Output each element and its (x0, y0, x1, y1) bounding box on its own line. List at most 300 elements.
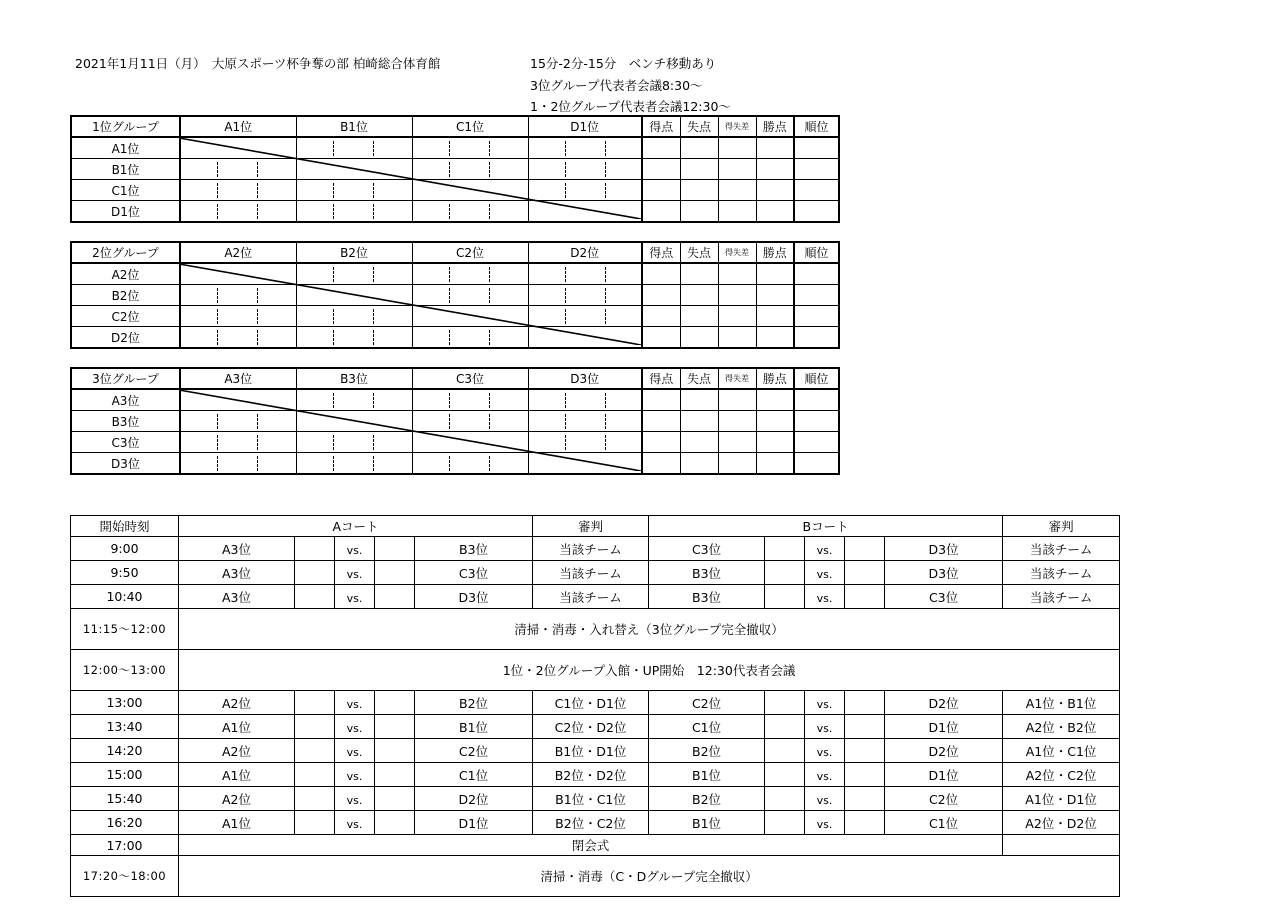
schedule-row (71, 561, 1120, 585)
cell-divider (565, 267, 566, 282)
wins-cell (756, 327, 794, 349)
start-time: 9:50 (71, 561, 179, 585)
group-row-team: C3位 (71, 432, 180, 453)
wins-cell (756, 306, 794, 327)
court-b-referee: A1位・D1位 (1003, 787, 1120, 811)
score-box (765, 585, 805, 609)
diff-cell (718, 453, 756, 475)
result-cell (412, 453, 528, 475)
result-cell (296, 180, 412, 201)
cell-divider (257, 183, 258, 198)
vs-label: vs. (805, 537, 845, 561)
diff-cell (718, 263, 756, 285)
col-score: 得点 (642, 116, 680, 137)
result-cell (412, 285, 528, 306)
court-b-referee: A1位・B1位 (1003, 691, 1120, 715)
court-b-referee: A2位・C2位 (1003, 763, 1120, 787)
cell-divider (449, 141, 450, 156)
group-row-team: A3位 (71, 389, 180, 411)
header-court-a: Aコート (179, 516, 533, 537)
schedule-note: 1位・2位グループ入館・UP開始 12:30代表者会議 (179, 650, 1120, 691)
cell-divider (489, 456, 490, 471)
rank-cell (794, 137, 839, 159)
score-box (845, 739, 885, 763)
group-row-team: B2位 (71, 285, 180, 306)
court-b-team-2: C2位 (885, 787, 1003, 811)
rank-cell (794, 159, 839, 180)
result-cell (180, 201, 296, 223)
cell-divider (373, 330, 374, 345)
start-time: 12:00～13:00 (71, 650, 179, 691)
lost-cell (680, 285, 718, 306)
header-line1-left: 2021年1月11日（月） 大原スポーツ杯争奪の部 柏崎総合体育館 (75, 56, 441, 71)
score-box (845, 585, 885, 609)
cell-divider (217, 330, 218, 345)
score-box (845, 787, 885, 811)
rank-cell (794, 453, 839, 475)
score-box (765, 763, 805, 787)
result-cell (412, 411, 528, 432)
start-time: 9:00 (71, 537, 179, 561)
score-cell (642, 389, 680, 411)
score-box (845, 811, 885, 835)
group-col-team: B2位 (296, 242, 412, 263)
header-referee-a: 審判 (533, 516, 649, 537)
cell-divider (605, 435, 606, 450)
wins-cell (756, 432, 794, 453)
vs-label: vs. (335, 691, 375, 715)
cell-divider (489, 162, 490, 177)
cell-divider (605, 141, 606, 156)
cell-divider (257, 435, 258, 450)
court-b-team-1: B1位 (649, 763, 765, 787)
score-box (765, 811, 805, 835)
group-table-2 (70, 241, 838, 348)
score-box (295, 537, 335, 561)
court-b-team-2: D3位 (885, 561, 1003, 585)
score-box (845, 537, 885, 561)
score-cell (642, 159, 680, 180)
cell-divider (333, 456, 334, 471)
score-box (765, 715, 805, 739)
score-box (295, 691, 335, 715)
score-box (375, 763, 415, 787)
schedule-row (71, 856, 1120, 897)
match-schedule (70, 515, 1109, 897)
cell-divider (449, 330, 450, 345)
court-a-team-1: A3位 (179, 537, 295, 561)
score-box (845, 715, 885, 739)
result-cell (412, 327, 528, 349)
wins-cell (756, 180, 794, 201)
cell-divider (605, 393, 606, 408)
cell-divider (449, 288, 450, 303)
cell-divider (217, 435, 218, 450)
wins-cell (756, 453, 794, 475)
result-cell (528, 389, 642, 411)
group-col-team: D2位 (528, 242, 642, 263)
schedule-row (71, 835, 1120, 856)
cell-divider (449, 204, 450, 219)
result-cell (296, 263, 412, 285)
lost-cell (680, 411, 718, 432)
rank-cell (794, 201, 839, 223)
cell-divider (605, 414, 606, 429)
court-a-team-2: C2位 (415, 739, 533, 763)
lost-cell (680, 389, 718, 411)
cell-divider (217, 456, 218, 471)
group-table-3 (70, 367, 838, 474)
schedule-row (71, 763, 1120, 787)
group-title: 2位グループ (71, 242, 180, 263)
header-line1-right: 15分-2分-15分 ベンチ移動あり (530, 56, 717, 71)
group-col-team: B3位 (296, 368, 412, 389)
lost-cell (680, 327, 718, 349)
court-a-referee: B2位・C2位 (533, 811, 649, 835)
group-row-team: D1位 (71, 201, 180, 223)
result-cell (528, 180, 642, 201)
court-a-referee: B1位・C1位 (533, 787, 649, 811)
result-cell (528, 137, 642, 159)
start-time: 10:40 (71, 585, 179, 609)
result-cell (180, 306, 296, 327)
score-box (375, 715, 415, 739)
cell-divider (257, 456, 258, 471)
score-cell (642, 263, 680, 285)
schedule-row (71, 585, 1120, 609)
cell-divider (257, 162, 258, 177)
score-cell (642, 201, 680, 223)
col-diff: 得失差 (718, 368, 756, 389)
wins-cell (756, 285, 794, 306)
result-cell (180, 453, 296, 475)
cell-divider (217, 288, 218, 303)
court-a-referee: C2位・D2位 (533, 715, 649, 739)
score-box (295, 561, 335, 585)
schedule-row (71, 739, 1120, 763)
vs-label: vs. (335, 537, 375, 561)
start-time: 11:15～12:00 (71, 609, 179, 650)
lost-cell (680, 306, 718, 327)
score-box (765, 787, 805, 811)
diff-cell (718, 432, 756, 453)
score-box (295, 585, 335, 609)
rank-cell (794, 389, 839, 411)
group-col-team: D3位 (528, 368, 642, 389)
cell-divider (565, 162, 566, 177)
schedule-row (71, 609, 1120, 650)
court-a-team-2: B2位 (415, 691, 533, 715)
score-box (375, 561, 415, 585)
score-cell (642, 432, 680, 453)
vs-label: vs. (805, 811, 845, 835)
cell-divider (333, 183, 334, 198)
score-box (375, 739, 415, 763)
cell-divider (605, 183, 606, 198)
score-cell (642, 285, 680, 306)
lost-cell (680, 159, 718, 180)
score-cell (642, 306, 680, 327)
cell-divider (373, 435, 374, 450)
cell-divider (257, 414, 258, 429)
result-cell (528, 327, 642, 349)
result-cell (180, 180, 296, 201)
vs-label: vs. (805, 585, 845, 609)
score-cell (642, 327, 680, 349)
vs-label: vs. (805, 787, 845, 811)
result-cell (528, 159, 642, 180)
diff-cell (718, 389, 756, 411)
cell-divider (489, 204, 490, 219)
vs-label: vs. (805, 561, 845, 585)
col-wins: 勝点 (756, 116, 794, 137)
col-rank: 順位 (794, 242, 839, 263)
cell-divider (333, 330, 334, 345)
col-lost: 失点 (680, 116, 718, 137)
score-box (375, 787, 415, 811)
score-box (375, 691, 415, 715)
vs-label: vs. (335, 561, 375, 585)
court-b-referee: 当該チーム (1003, 585, 1120, 609)
cell-divider (333, 267, 334, 282)
col-diff: 得失差 (718, 242, 756, 263)
group-col-team: B1位 (296, 116, 412, 137)
header-line2: 3位グループ代表者会議8:30～ (530, 78, 703, 93)
cell-divider (449, 162, 450, 177)
court-b-team-1: B2位 (649, 787, 765, 811)
rank-cell (794, 432, 839, 453)
group-col-team: A1位 (180, 116, 296, 137)
cell-divider (333, 309, 334, 324)
result-cell (296, 137, 412, 159)
group-col-team: C2位 (412, 242, 528, 263)
result-cell (296, 389, 412, 411)
result-cell (180, 137, 296, 159)
court-a-team-2: C1位 (415, 763, 533, 787)
cell-divider (257, 330, 258, 345)
rank-cell (794, 180, 839, 201)
cell-divider (257, 204, 258, 219)
court-a-team-2: D3位 (415, 585, 533, 609)
court-b-team-2: D2位 (885, 739, 1003, 763)
vs-label: vs. (335, 811, 375, 835)
court-b-team-1: B1位 (649, 811, 765, 835)
cell-divider (373, 141, 374, 156)
result-cell (528, 201, 642, 223)
col-wins: 勝点 (756, 368, 794, 389)
schedule-row (71, 650, 1120, 691)
score-cell (642, 180, 680, 201)
group-col-team: C1位 (412, 116, 528, 137)
result-cell (412, 432, 528, 453)
cell-divider (257, 309, 258, 324)
result-cell (412, 389, 528, 411)
schedule-row (71, 787, 1120, 811)
cell-divider (333, 204, 334, 219)
score-box (295, 715, 335, 739)
court-a-referee: B1位・D1位 (533, 739, 649, 763)
court-b-team-1: B3位 (649, 585, 765, 609)
result-cell (412, 201, 528, 223)
diff-cell (718, 137, 756, 159)
result-cell (412, 137, 528, 159)
score-box (845, 691, 885, 715)
header-referee-b: 審判 (1003, 516, 1120, 537)
group-row-team: C2位 (71, 306, 180, 327)
start-time: 17:00 (71, 835, 179, 856)
vs-label: vs. (335, 715, 375, 739)
result-cell (296, 285, 412, 306)
cell-divider (449, 267, 450, 282)
wins-cell (756, 137, 794, 159)
cell-divider (489, 414, 490, 429)
court-b-team-2: D1位 (885, 763, 1003, 787)
score-cell (642, 453, 680, 475)
wins-cell (756, 389, 794, 411)
cell-divider (333, 393, 334, 408)
court-a-team-1: A2位 (179, 739, 295, 763)
score-box (295, 811, 335, 835)
result-cell (528, 306, 642, 327)
cell-divider (489, 288, 490, 303)
schedule-note: 清掃・消毒・入れ替え（3位グループ完全撤収） (179, 609, 1120, 650)
result-cell (412, 180, 528, 201)
score-box (375, 585, 415, 609)
wins-cell (756, 411, 794, 432)
schedule-row (71, 811, 1120, 835)
cell-divider (217, 162, 218, 177)
rank-cell (794, 327, 839, 349)
score-box (295, 763, 335, 787)
court-b-team-2: D2位 (885, 691, 1003, 715)
cell-divider (373, 183, 374, 198)
vs-label: vs. (805, 739, 845, 763)
cell-divider (605, 162, 606, 177)
cell-divider (373, 393, 374, 408)
header-court-b: Bコート (649, 516, 1003, 537)
court-a-referee: 当該チーム (533, 585, 649, 609)
schedule-row (71, 691, 1120, 715)
result-cell (296, 327, 412, 349)
col-diff: 得失差 (718, 116, 756, 137)
schedule-row (71, 715, 1120, 739)
cell-divider (217, 204, 218, 219)
cell-divider (217, 414, 218, 429)
group-row-team: A2位 (71, 263, 180, 285)
wins-cell (756, 201, 794, 223)
court-a-referee: C1位・D1位 (533, 691, 649, 715)
diff-cell (718, 306, 756, 327)
court-b-referee: 当該チーム (1003, 537, 1120, 561)
empty-cell (1003, 835, 1120, 856)
schedule-note: 閉会式 (179, 835, 1003, 856)
cell-divider (449, 414, 450, 429)
header-start-time: 開始時刻 (71, 516, 179, 537)
court-b-team-2: D1位 (885, 715, 1003, 739)
court-b-referee: A2位・D2位 (1003, 811, 1120, 835)
result-cell (412, 263, 528, 285)
cell-divider (373, 204, 374, 219)
court-a-referee: 当該チーム (533, 561, 649, 585)
result-cell (412, 306, 528, 327)
cell-divider (333, 141, 334, 156)
cell-divider (217, 183, 218, 198)
cell-divider (565, 183, 566, 198)
cell-divider (565, 141, 566, 156)
score-box (765, 739, 805, 763)
result-cell (528, 432, 642, 453)
court-b-team-2: C3位 (885, 585, 1003, 609)
lost-cell (680, 453, 718, 475)
score-box (295, 739, 335, 763)
group-table-1 (70, 115, 838, 222)
vs-label: vs. (805, 691, 845, 715)
court-a-team-2: D1位 (415, 811, 533, 835)
col-rank: 順位 (794, 116, 839, 137)
court-b-team-1: C1位 (649, 715, 765, 739)
score-cell (642, 411, 680, 432)
score-box (765, 537, 805, 561)
vs-label: vs. (805, 715, 845, 739)
court-a-team-2: B1位 (415, 715, 533, 739)
start-time: 15:40 (71, 787, 179, 811)
cell-divider (565, 414, 566, 429)
group-row-team: A1位 (71, 137, 180, 159)
cell-divider (565, 435, 566, 450)
court-b-referee: A1位・C1位 (1003, 739, 1120, 763)
diff-cell (718, 411, 756, 432)
court-a-team-2: C3位 (415, 561, 533, 585)
cell-divider (489, 330, 490, 345)
lost-cell (680, 180, 718, 201)
cell-divider (489, 393, 490, 408)
result-cell (180, 411, 296, 432)
group-col-team: D1位 (528, 116, 642, 137)
score-box (295, 787, 335, 811)
court-a-team-1: A1位 (179, 763, 295, 787)
start-time: 14:20 (71, 739, 179, 763)
court-b-referee: A2位・B2位 (1003, 715, 1120, 739)
vs-label: vs. (335, 739, 375, 763)
cell-divider (333, 435, 334, 450)
cell-divider (217, 309, 218, 324)
rank-cell (794, 285, 839, 306)
cell-divider (373, 456, 374, 471)
court-a-team-2: D2位 (415, 787, 533, 811)
vs-label: vs. (335, 763, 375, 787)
start-time: 13:40 (71, 715, 179, 739)
start-time: 17:20～18:00 (71, 856, 179, 897)
cell-divider (605, 288, 606, 303)
court-a-team-1: A3位 (179, 561, 295, 585)
court-a-team-1: A2位 (179, 691, 295, 715)
cell-divider (605, 309, 606, 324)
col-lost: 失点 (680, 368, 718, 389)
lost-cell (680, 432, 718, 453)
score-box (375, 537, 415, 561)
result-cell (180, 432, 296, 453)
group-row-team: D3位 (71, 453, 180, 475)
lost-cell (680, 263, 718, 285)
diff-cell (718, 180, 756, 201)
score-box (845, 561, 885, 585)
result-cell (412, 159, 528, 180)
court-a-team-1: A2位 (179, 787, 295, 811)
cell-divider (605, 267, 606, 282)
score-cell (642, 137, 680, 159)
result-cell (296, 411, 412, 432)
group-title: 1位グループ (71, 116, 180, 137)
